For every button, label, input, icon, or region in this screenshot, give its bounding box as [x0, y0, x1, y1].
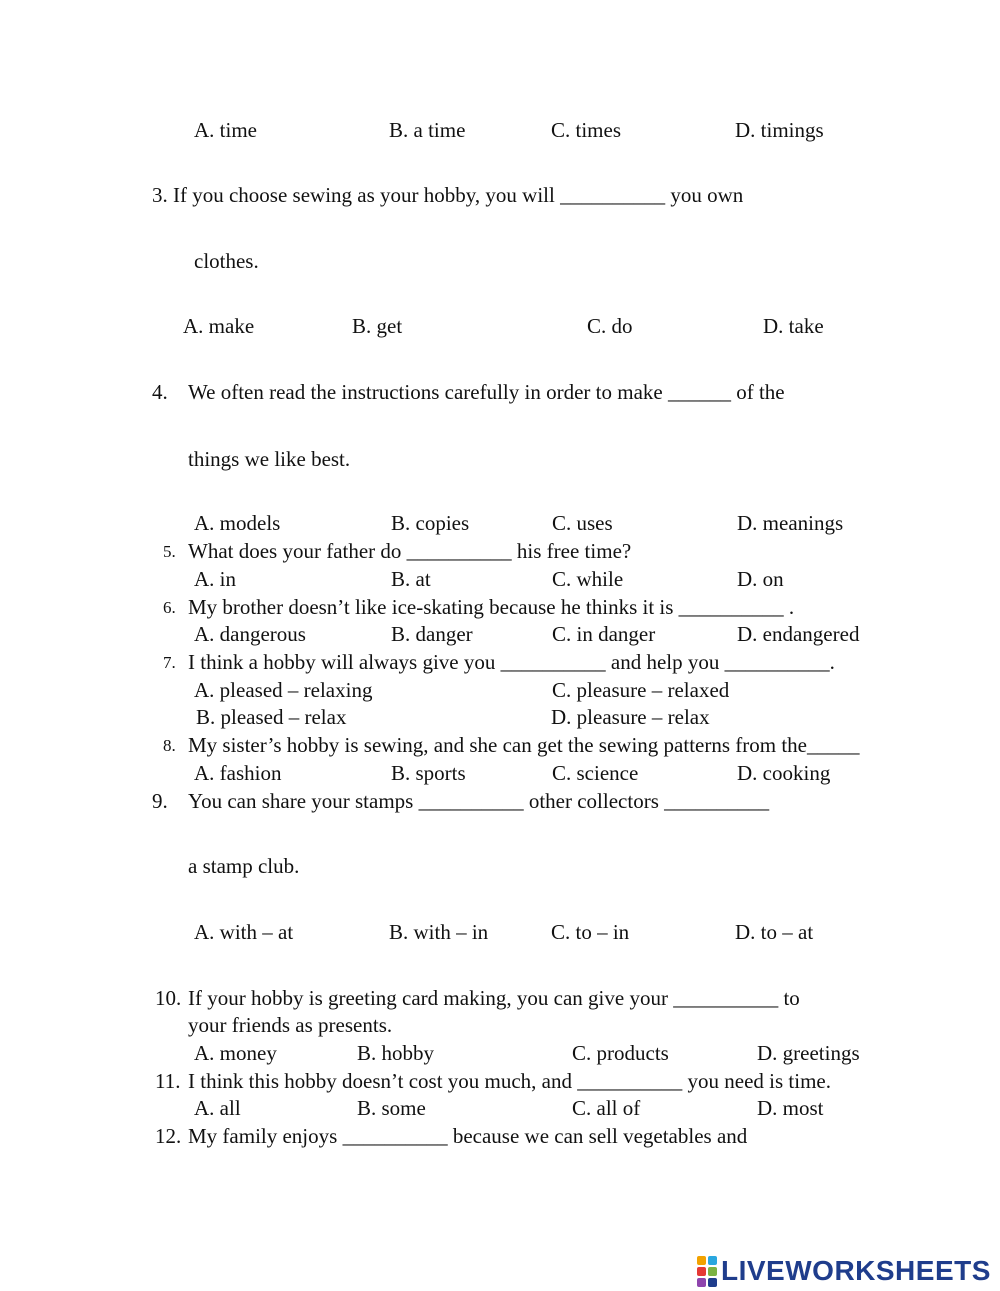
- q2-option-c: C. times: [551, 118, 622, 142]
- q8-option-a: A. fashion: [194, 761, 282, 785]
- q9-text-line1: You can share your stamps __________ other collectors __________: [188, 789, 770, 813]
- q12-number: 12.: [155, 1124, 182, 1148]
- q9-option-a: A. with – at: [194, 920, 294, 944]
- q3-option-a: A. make: [183, 314, 255, 338]
- q3-text-line1: 3. If you choose sewing as your hobby, you will __________ you own: [152, 183, 744, 207]
- q7-text: I think a hobby will always give you __________ and help you __________.: [188, 650, 835, 674]
- q6-option-b: B. danger: [391, 622, 473, 646]
- q8-text: My sister’s hobby is sewing, and she can get the sewing patterns from the_____: [188, 733, 860, 757]
- q5-option-a: A. in: [194, 567, 236, 591]
- q7-number: 7.: [163, 653, 176, 672]
- q4-option-d: D. meanings: [737, 511, 844, 535]
- q8-number: 8.: [163, 736, 176, 755]
- q10-option-d: D. greetings: [757, 1041, 860, 1065]
- q6-option-a: A. dangerous: [194, 622, 306, 646]
- q3-option-b: B. get: [352, 314, 403, 338]
- q4-option-a: A. models: [194, 511, 281, 535]
- q11-number: 11.: [155, 1069, 181, 1093]
- q9-text-line2: a stamp club.: [188, 854, 300, 878]
- q3-option-c: C. do: [587, 314, 633, 338]
- q6-number: 6.: [163, 598, 176, 617]
- q2-option-a: A. time: [194, 118, 257, 142]
- q7-option-a: A. pleased – relaxing: [194, 678, 373, 702]
- q3-option-d: D. take: [763, 314, 824, 338]
- q9-option-b: B. with – in: [389, 920, 489, 944]
- q9-option-c: C. to – in: [551, 920, 630, 944]
- q5-number: 5.: [163, 542, 176, 561]
- q5-option-c: C. while: [552, 567, 624, 591]
- q11-option-c: C. all of: [572, 1096, 641, 1120]
- q5-option-b: B. at: [391, 567, 431, 591]
- q11-option-b: B. some: [357, 1096, 426, 1120]
- q7-option-b: B. pleased – relax: [196, 705, 347, 729]
- q10-option-b: B. hobby: [357, 1041, 435, 1065]
- q10-option-c: C. products: [572, 1041, 669, 1065]
- q5-option-d: D. on: [737, 567, 784, 591]
- q9-number: 9.: [152, 789, 168, 813]
- q12-text: My family enjoys __________ because we can sell vegetables and: [188, 1124, 748, 1148]
- logo-text: LIVEWORKSHEETS: [721, 1255, 991, 1286]
- q10-option-a: A. money: [194, 1041, 277, 1065]
- q4-text-line2: things we like best.: [188, 447, 351, 471]
- q4-option-c: C. uses: [552, 511, 613, 535]
- q2-option-d: D. timings: [735, 118, 824, 142]
- q4-text-line1: We often read the instructions carefully in order to make ______ of the: [188, 380, 785, 404]
- q3-text-line2: clothes.: [194, 249, 259, 273]
- q8-option-d: D. cooking: [737, 761, 831, 785]
- q9-option-d: D. to – at: [735, 920, 814, 944]
- q11-option-a: A. all: [194, 1096, 241, 1120]
- q7-option-d: D. pleasure – relax: [551, 705, 710, 729]
- q11-option-d: D. most: [757, 1096, 824, 1120]
- q10-number: 10.: [155, 986, 182, 1010]
- q6-option-d: D. endangered: [737, 622, 860, 646]
- q10-text-line1: If your hobby is greeting card making, you can give your __________ to: [188, 986, 800, 1010]
- q8-option-c: C. science: [552, 761, 639, 785]
- q5-text: What does your father do __________ his free time?: [188, 539, 632, 563]
- q6-text: My brother doesn’t like ice-skating because he thinks it is __________ .: [188, 595, 795, 619]
- q4-number: 4.: [152, 380, 168, 404]
- q4-option-b: B. copies: [391, 511, 470, 535]
- q2-option-b: B. a time: [389, 118, 466, 142]
- q7-option-c: C. pleasure – relaxed: [552, 678, 730, 702]
- q10-text-line2: your friends as presents.: [188, 1013, 393, 1037]
- q6-option-c: C. in danger: [552, 622, 656, 646]
- q11-text: I think this hobby doesn’t cost you much, and __________ you need is time.: [188, 1069, 831, 1093]
- q8-option-b: B. sports: [391, 761, 466, 785]
- logo-blocks-icon: [697, 1256, 717, 1287]
- liveworksheets-logo: [697, 1256, 991, 1286]
